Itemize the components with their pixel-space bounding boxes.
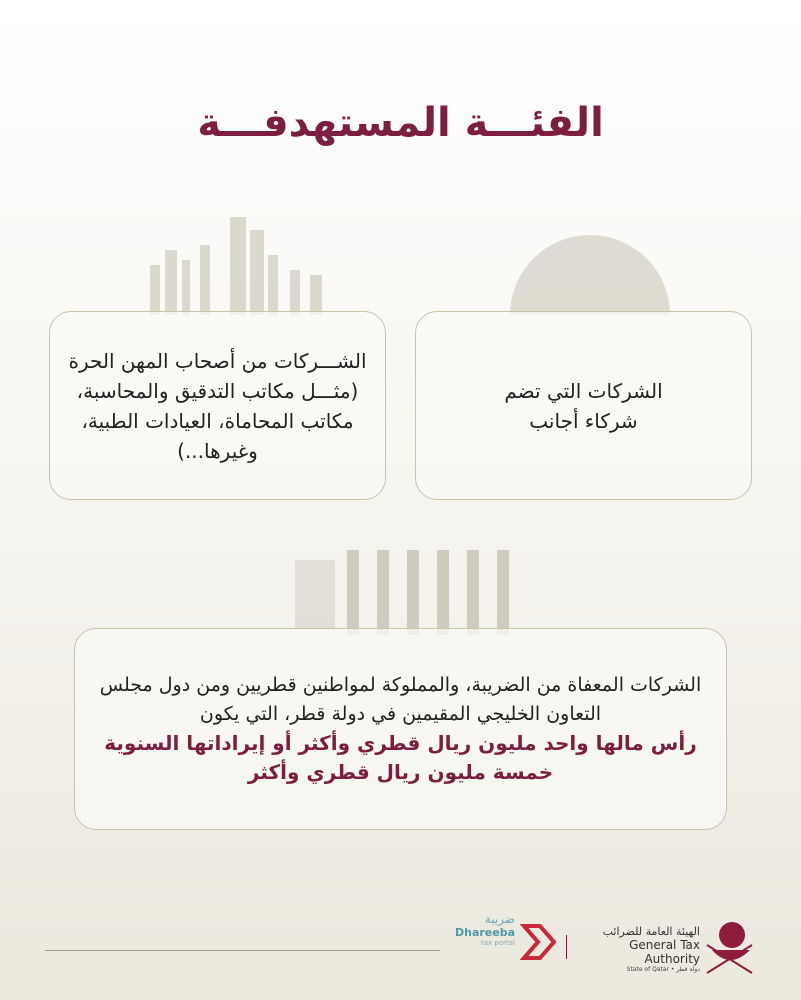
dhareeba-en: Dhareeba — [455, 926, 516, 939]
city-skyline-icon — [140, 215, 340, 315]
gta-ar: الهيئة العامة للضرائب — [602, 925, 700, 938]
card-foreign-partners — [415, 311, 752, 500]
dhareeba-ar: ضريبة — [484, 912, 515, 926]
gta-en: General Tax Authority — [629, 938, 700, 966]
card-highlight: رأس مالها واحد مليون ريال قطري وأكثر أو إيراداتها السنوية خمسة مليون ريال قطري وأكثر — [104, 731, 697, 784]
card-text: الشركات التي تضم شركاء أجانب — [504, 378, 663, 433]
state-of-qatar: State of Qatar • دولة قطر — [626, 966, 700, 973]
card-professions — [49, 311, 386, 500]
dhareeba-sub: tax portal — [481, 939, 515, 947]
footer-divider — [45, 950, 440, 951]
gta-divider — [566, 935, 567, 959]
card-exempt-companies — [74, 628, 727, 830]
dhareeba-logo — [455, 912, 515, 947]
flags-icon — [295, 540, 515, 640]
qatar-emblem-icon — [702, 915, 757, 977]
page-title: الفئـــة المستهدفـــة — [197, 100, 604, 146]
gta-logo-text — [575, 925, 700, 973]
globe-icon — [505, 225, 675, 315]
card-text: الشـــركات من أصحاب المهن الحرة (مثـــل مكاتب التدقيق والمحاسبة، مكاتب المحاماة، العيادات الطبية، وغيرها...) — [68, 348, 367, 463]
card-text: الشركات المعفاة من الضريبة، والمملوكة لمواطنين قطريين ومن دول مجلس التعاون الخليجي المقيمين في دولة قطر، التي يكون — [99, 674, 702, 725]
dhareeba-chevron-icon — [520, 922, 556, 962]
